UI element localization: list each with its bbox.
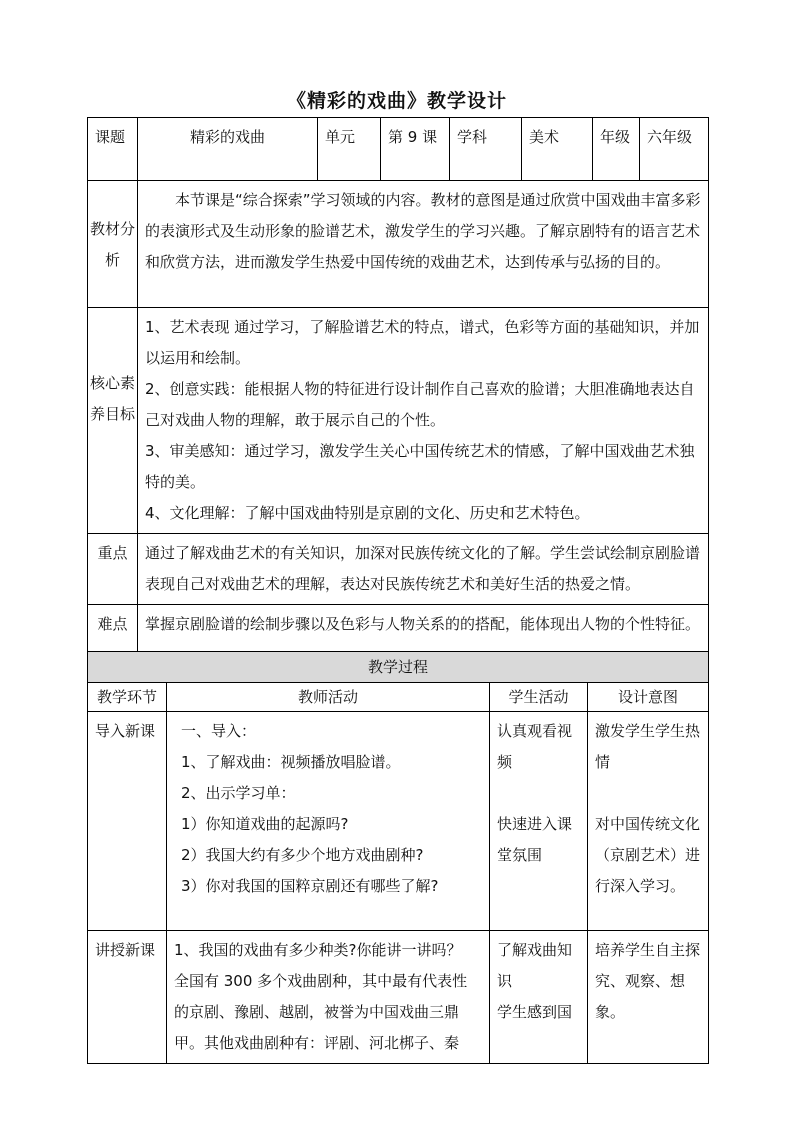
label-subject: 学科 [450,118,522,181]
intent-cell: 培养学生自主探究、观察、想象。 [588,931,709,1064]
key-text: 通过了解戏曲艺术的有关知识，加深对民族传统文化的了解。学生尝试绘制京剧脸谱表现自己对戏曲艺术的理解，表达对民族传统艺术和美好生活的热爱之情。 [138,534,709,605]
teacher-line: 1）你知道戏曲的起源吗? [181,815,349,833]
student-text: 认真观看视频 [497,722,573,771]
topic-value: 精彩的戏曲 [138,118,318,181]
info-table [87,117,709,669]
header-stage: 教学环节 [88,683,167,712]
label-grade: 年级 [593,118,640,181]
goal-item: 2、创意实践：能根据人物的特征进行设计制作自己喜欢的脸谱；大胆准确地表达自己对戏曲人物的理解，敢于展示自己的个性。 [145,380,695,429]
teacher-line: 全国有 300 多个戏曲剧种，其中最有代表性的京剧、豫剧、越剧，被誉为中国戏曲三鼎甲。其他戏曲剧种有：评剧、河北梆子、秦 [174,972,468,1052]
label-analysis: 教材分析 [88,181,138,308]
label-goals: 核心素养目标 [88,308,138,534]
student-cell [490,931,588,1064]
header-intent: 设计意图 [588,683,709,712]
goals-list [138,308,709,534]
goal-item: 1、艺术表现 通过学习，了解脸谱艺术的特点，谱式，色彩等方面的基础知识，并加以运用和绘制。 [145,318,700,367]
teacher-line: 2）我国大约有多少个地方戏曲剧种? [181,846,424,864]
page-title: 《精彩的戏曲》教学设计 [286,90,507,112]
process-table [87,651,709,1064]
teacher-cell [167,931,490,1064]
goal-item: 3、审美感知：通过学习，激发学生关心中国传统艺术的情感，了解中国戏曲艺术独特的美。 [145,442,695,491]
table-row [88,931,709,1064]
header-student: 学生活动 [490,683,588,712]
header-teacher: 教师活动 [167,683,490,712]
intent-text: 激发学生学生热情 [595,722,701,771]
teacher-cell [167,712,490,931]
teacher-line: 1、了解戏曲：视频播放唱脸谱。 [181,753,401,771]
teacher-line: 2、出示学习单： [181,784,296,802]
stage-cell: 讲授新课 [88,931,167,1064]
subject-value: 美术 [522,118,593,181]
label-difficulty: 难点 [88,605,138,669]
intent-cell [588,712,709,931]
difficulty-text: 掌握京剧脸谱的绘制步骤以及色彩与人物关系的的搭配，能体现出人物的个性特征。 [138,605,709,669]
grade-value: 六年级 [640,118,709,181]
intent-text: 对中国传统文化（京剧艺术）进行深入学习。 [595,815,701,895]
student-cell [490,712,588,931]
student-text: 了解戏曲知识 [497,941,573,990]
teacher-line: 1、我国的戏曲有多少种类?你能讲一讲吗？ [174,941,462,959]
goal-item: 4、文化理解：了解中国戏曲特别是京剧的文化、历史和艺术特色。 [145,504,590,522]
student-text: 快速进入课堂氛围 [497,815,573,864]
label-key: 重点 [88,534,138,605]
process-title: 教学过程 [88,652,709,683]
stage-cell: 导入新课 [88,712,167,931]
teacher-line: 3）你对我国的国粹京剧还有哪些了解? [181,877,439,895]
label-unit: 单元 [318,118,381,181]
table-row [88,712,709,931]
student-text: 学生感到国 [497,1003,573,1021]
analysis-text: 本节课是“综合探索”学习领域的内容。教材的意图是通过欣赏中国戏曲丰富多彩的表演形式及生动形象的脸谱艺术，激发学生的学习兴趣。了解京剧特有的语言艺术和欣赏方法，进而激发学生热爱中国传统的戏曲艺术，达到传承与弘扬的目的。 [138,181,709,308]
teacher-line: 一、导入： [181,722,257,740]
label-topic: 课题 [88,118,138,181]
unit-value: 第 9 课 [381,118,450,181]
